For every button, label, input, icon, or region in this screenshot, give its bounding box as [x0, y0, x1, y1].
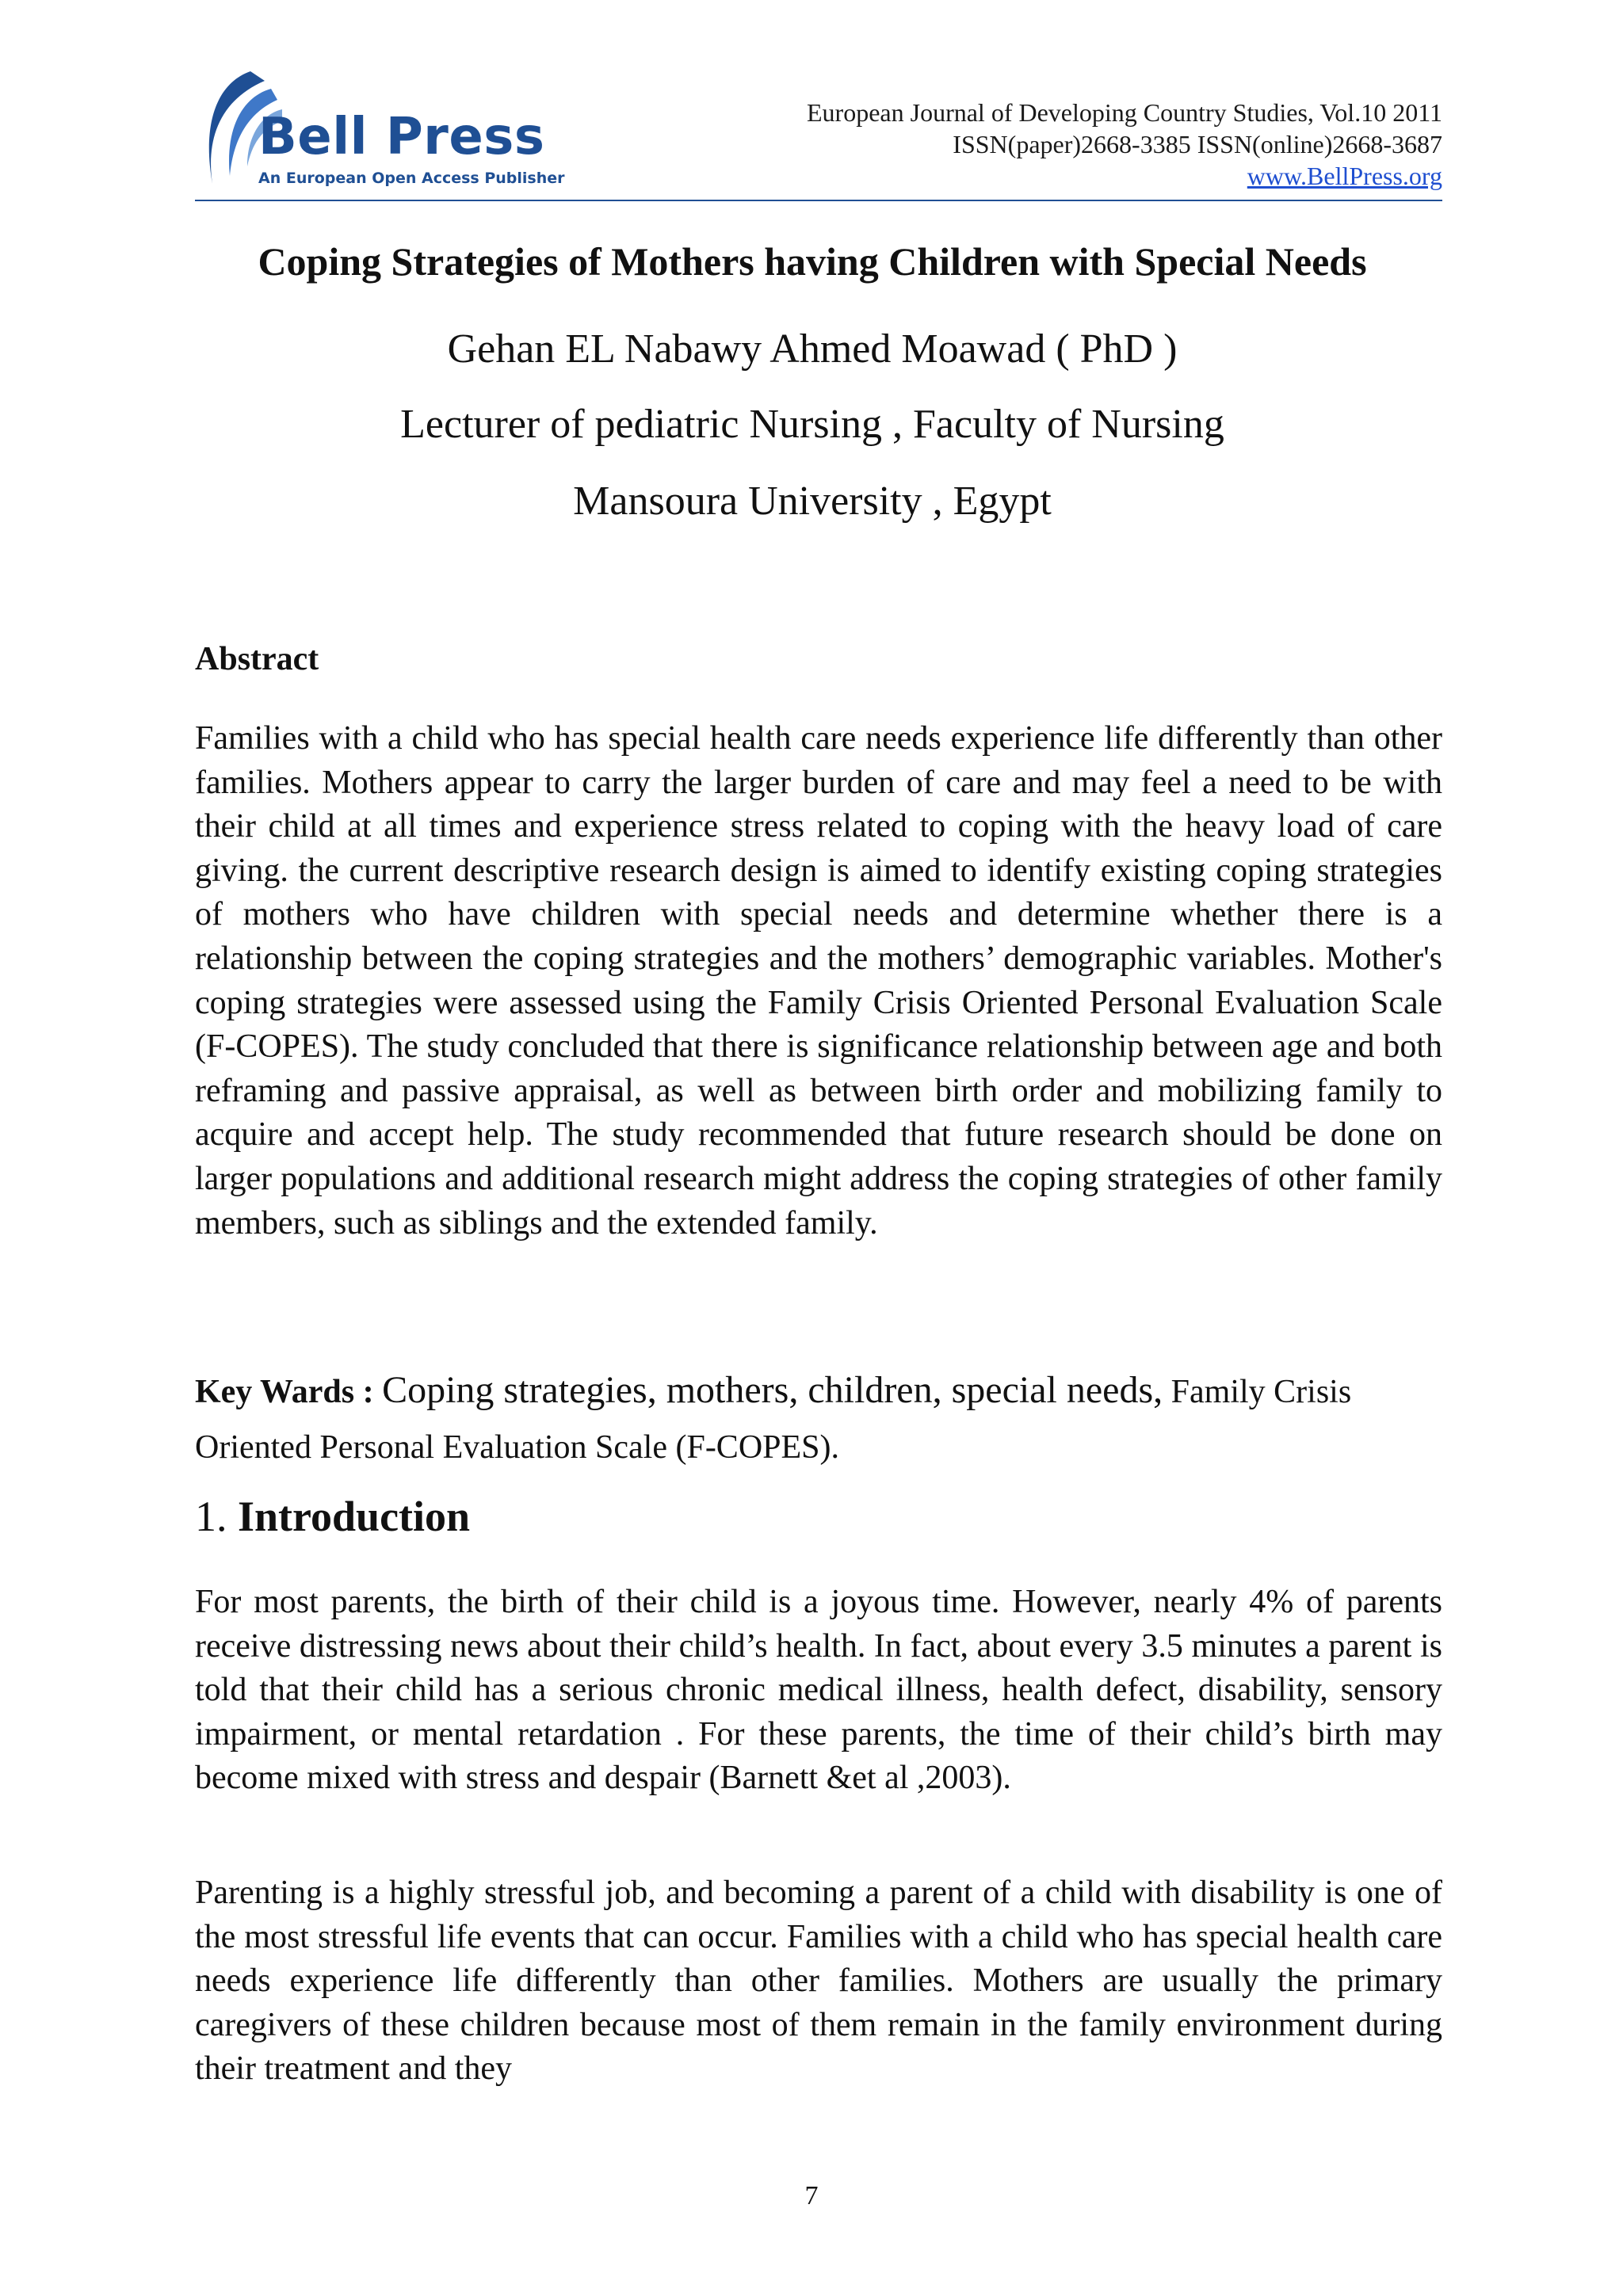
journal-line-1: European Journal of Developing Country Studies, Vol.10 2011	[807, 98, 1442, 127]
website-link[interactable]: www.BellPress.org	[1247, 162, 1442, 190]
keywords-label: Key Wards :	[195, 1374, 374, 1410]
keywords-secondary: Family Crisis Oriented Personal Evaluation Scale (F-COPES).	[195, 1374, 1352, 1466]
section-title: Introduction	[238, 1493, 471, 1540]
affiliation-line-1: Lecturer of pediatric Nursing , Faculty of Nursing	[400, 402, 1224, 447]
author-name: Gehan EL Nabawy Ahmed Moawad ( PhD )	[447, 326, 1178, 372]
publisher-logo	[195, 65, 575, 200]
logo-tagline: An European Open Access Publisher	[258, 170, 565, 187]
intro-paragraph-1: For most parents, the birth of their child is a joyous time. However, nearly 4% of parents receive distressing news about their child’s health. In fact, about every 3.5 minutes a parent is told that their child has a serious chronic medical illness, health defect, disability, sensory impairment, or mental retardation . For these parents, the time of their child’s birth may become mixed with stress and despair (Barnett &et al ,2003).	[195, 1584, 1442, 1797]
logo-name: Bell Press	[258, 108, 545, 166]
page-number: 7	[804, 2181, 819, 2210]
abstract-heading: Abstract	[195, 641, 319, 677]
header-rule	[195, 200, 1442, 201]
section-number: 1.	[195, 1493, 227, 1540]
article-title: Coping Strategies of Mothers having Children with Special Needs	[258, 239, 1367, 284]
introduction-heading	[195, 1491, 470, 1542]
keywords	[195, 1363, 1442, 1475]
keywords-primary: Coping strategies, mothers, children, special needs,	[382, 1369, 1163, 1411]
journal-line-2: ISSN(paper)2668-3385 ISSN(online)2668-3687	[953, 130, 1442, 158]
abstract-text: Families with a child who has special health care needs experience life differently than other families. Mothers appear to carry the larger burden of care and may feel a need to be with their child at all times and experience stress related to coping with the heavy load of care giving. the current descriptive research design is aimed to identify existing coping strategies of mothers who have children with special needs and determine whether there is a relationship between the coping strategies and the mothers’ demographic variables. Mother's coping strategies were assessed using the Family Crisis Oriented Personal Evaluation Scale (F-COPES). The study concluded that there is significance relationship between age and both reframing and passive appraisal, as well as between birth order and mobilizing family to acquire and accept help. The study recommended that future research should be done on larger populations and additional research might address the coping strategies of other family members, such as siblings and the extended family.	[195, 720, 1442, 1241]
journal-info	[807, 97, 1442, 192]
intro-paragraph-2: Parenting is a highly stressful job, and becoming a parent of a child with disability is one of the most stressful life events that can occur. Families with a child who has special health care needs experience life differently than other families. Mothers are usually the primary caregivers of these children because most of them remain in the family environment during their treatment and they	[195, 1875, 1442, 2088]
affiliation-line-2: Mansoura University , Egypt	[573, 479, 1052, 524]
